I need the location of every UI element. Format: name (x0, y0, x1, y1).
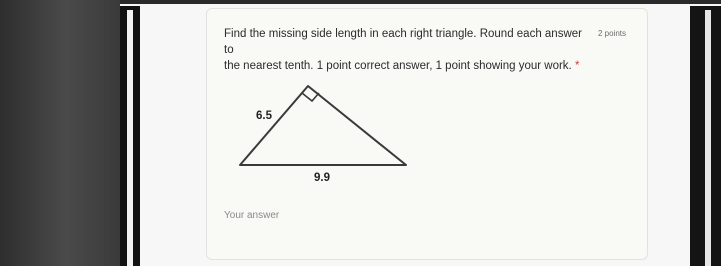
answer-input[interactable]: Your answer (224, 210, 280, 221)
right-angle-mark (302, 93, 319, 101)
right-triangle-figure (236, 80, 412, 185)
question-line-1: Find the missing side length in each right triangle. Round each answer to (224, 28, 582, 56)
top-edge (120, 0, 721, 4)
triangle-outline (240, 86, 406, 165)
left-bezel (0, 0, 120, 266)
required-asterisk: * (574, 60, 580, 72)
points-label: 2 points (598, 29, 627, 38)
question-line-2 (224, 58, 594, 74)
question-line-2-text: the nearest tenth. 1 point correct answer, 1 point showing your work. (224, 60, 572, 72)
side-length-label: 6.5 (256, 110, 272, 122)
left-frame-strip (127, 10, 133, 266)
base-length-label: 9.9 (314, 172, 330, 184)
right-frame-strip (705, 10, 711, 266)
question-text (224, 26, 594, 74)
